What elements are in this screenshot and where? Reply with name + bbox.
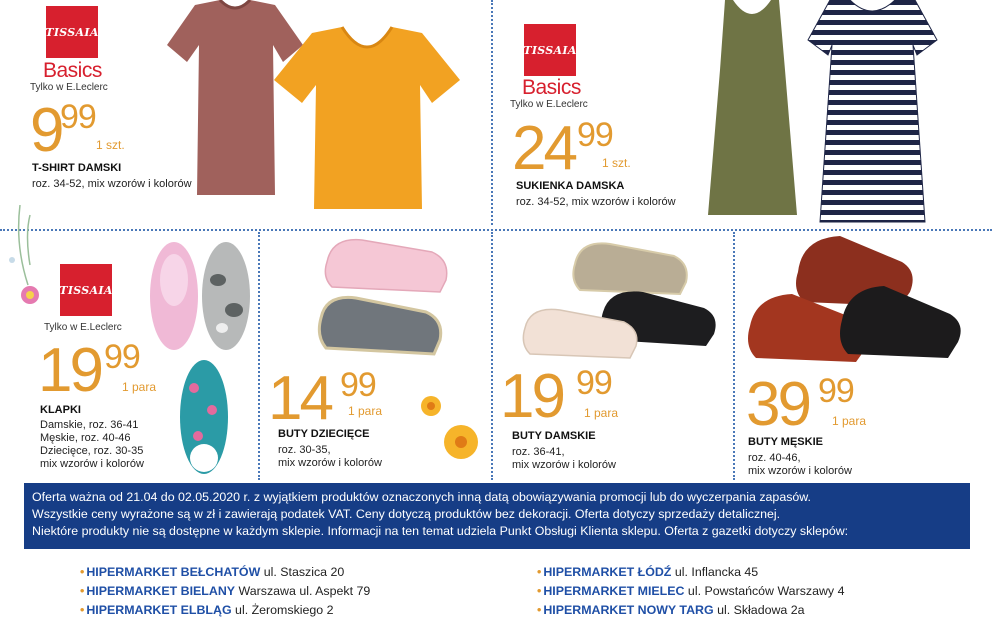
notice-line: Oferta ważna od 21.04 do 02.05.2020 r. z wyjątkiem produktów oznaczonych inną datą obowiązywania promocji lub do wyczerpania zapasów. (32, 490, 811, 504)
dress-olive-image (705, 0, 800, 220)
product-name: BUTY DZIECIĘCE (278, 428, 370, 440)
exclusive-note: Tylko w E.Leclerc (510, 99, 588, 110)
offer-notice (24, 483, 970, 549)
product-desc: roz. 34-52, mix wzorów i kolorów (516, 196, 676, 208)
store-item[interactable]: • HIPERMARKET MIELEC ul. Powstańców Warszawy 4 (537, 584, 845, 598)
brand-logo: TISSAIA (524, 24, 576, 76)
divider-vertical-3 (733, 232, 735, 480)
product-name: SUKIENKA DAMSKA (516, 180, 625, 192)
product-desc: roz. 30-35, mix wzorów i kolorów (278, 444, 382, 469)
slipper-pink-image (148, 240, 200, 352)
price-integer: 9 (30, 96, 62, 165)
price-integer: 39 (746, 370, 809, 439)
store-item[interactable]: • HIPERMARKET BIELANY Warszawa ul. Aspekt 79 (80, 584, 371, 598)
exclusive-note: Tylko w E.Leclerc (30, 82, 108, 93)
sandal-black-image (834, 282, 968, 362)
price-decimal: 99 (340, 366, 376, 404)
price-decimal: 99 (576, 364, 612, 402)
tshirt-orange-image (272, 25, 462, 215)
dress-striped-image (805, 0, 940, 225)
brand-logo: TISSAIA (46, 6, 98, 58)
flower-large-icon (440, 422, 482, 462)
price-integer: 14 (268, 364, 331, 433)
shoe-cream-image (520, 302, 642, 364)
price-decimal: 99 (818, 372, 854, 410)
brand-logo: TISSAIA (60, 264, 112, 316)
flower-decoration-icon (0, 205, 50, 315)
flower-small-icon (418, 394, 444, 418)
shoe-grey-image (316, 288, 446, 360)
brand-basics: Basics (43, 59, 102, 82)
brand-basics: Basics (522, 76, 581, 99)
divider-top-vertical (491, 0, 493, 225)
price-unit: 1 para (584, 406, 619, 420)
notice-line: Wszystkie ceny wyrażone są w zł i zawierają podatek VAT. Ceny dotyczą produktów bez dekoracji. Oferta dotyczy sprzedaży detalicznej. (32, 507, 781, 521)
store-item[interactable]: • HIPERMARKET BEŁCHATÓW ul. Staszica 20 (80, 565, 345, 579)
price-unit: 1 para (832, 414, 867, 428)
product-name: BUTY MĘSKIE (748, 436, 823, 448)
product-name: T-SHIRT DAMSKI (32, 162, 122, 174)
divider-vertical-2 (491, 232, 493, 480)
product-desc: roz. 40-46, mix wzorów i kolorów (748, 452, 852, 477)
divider-horizontal (0, 229, 992, 231)
price-decimal: 99 (577, 116, 613, 154)
store-item[interactable]: • HIPERMARKET ŁÓDŹ ul. Inflancka 45 (537, 565, 759, 579)
store-item[interactable]: • HIPERMARKET NOWY TARG ul. Składowa 2a (537, 603, 805, 617)
product-desc: Damskie, roz. 36-41 Męskie, roz. 40-46 Dziecięce, roz. 30-35 mix wzorów i kolorów (40, 419, 144, 470)
price-decimal: 99 (104, 338, 140, 376)
price-integer: 24 (512, 114, 575, 183)
divider-vertical-1 (258, 232, 260, 480)
slipper-floral-image (178, 358, 230, 476)
price-unit: 1 para (122, 380, 157, 394)
exclusive-note: Tylko w E.Leclerc (44, 322, 122, 333)
notice-line: Niektóre produkty nie są dostępne w każdym sklepie. Informacji na ten temat udziela Punkt Obsługi Klienta sklepu. Oferta z gazetki dotyczy sklepów: (32, 524, 849, 538)
product-name: KLAPKI (40, 404, 81, 416)
price-unit: 1 szt. (602, 156, 631, 170)
price-integer: 19 (500, 362, 563, 431)
price-decimal: 99 (60, 98, 96, 136)
price-integer: 19 (38, 336, 101, 405)
slipper-camo-image (200, 240, 252, 352)
price-unit: 1 szt. (96, 138, 125, 152)
product-desc: roz. 34-52, mix wzorów i kolorów (32, 178, 192, 190)
store-item[interactable]: • HIPERMARKET ELBLĄG ul. Żeromskiego 2 (80, 603, 334, 617)
product-desc: roz. 36-41, mix wzorów i kolorów (512, 446, 616, 471)
product-name: BUTY DAMSKIE (512, 430, 596, 442)
price-unit: 1 para (348, 404, 383, 418)
